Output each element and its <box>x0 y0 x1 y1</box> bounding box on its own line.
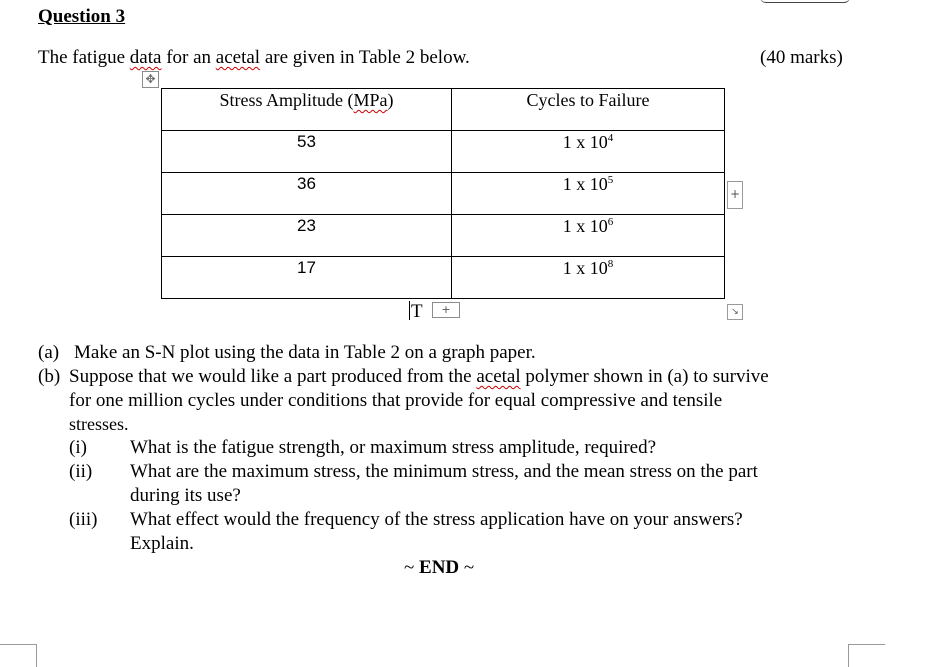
subpart-ii-line1: What are the maximum stress, the minimum stress, and the mean stress on the part <box>130 461 758 482</box>
table-resize-handle[interactable] <box>727 304 743 320</box>
part-b-line3: stresses. <box>69 414 129 434</box>
subpart-iii-line1: What effect would the frequency of the stress application have on your answers? <box>130 509 743 530</box>
page-corner-mark-left <box>0 644 37 667</box>
move-arrows-icon: ✥ <box>145 72 156 86</box>
resize-diagonal-icon: ↘ <box>731 307 739 317</box>
subpart-ii-label: (ii) <box>69 461 93 482</box>
word-acetal: acetal <box>476 366 521 387</box>
page-corner-mark-right <box>848 644 885 667</box>
caption-insert-button[interactable] <box>432 302 460 318</box>
part-b-line2: for one million cycles under conditions that provide for equal compressive and tensile <box>69 390 723 411</box>
plus-icon: + <box>441 303 451 316</box>
part-b-label: (b) <box>38 366 61 387</box>
subpart-iii-line2: Explain. <box>130 533 194 554</box>
table-move-handle[interactable] <box>142 71 159 88</box>
part-b-line1: Suppose that we would like a part produced from the acetal polymer shown in (a) to survive <box>69 366 769 387</box>
part-a-text: Make an S-N plot using the data in Table 2 on a graph paper. <box>74 342 536 363</box>
cycles-cell: 1 x $10^8$ <box>452 257 725 299</box>
stress-cell: 23 <box>162 215 452 257</box>
stress-cell: 36 <box>162 173 452 215</box>
subpart-i-text: What is the fatigue strength, or maximum stress amplitude, required? <box>130 437 657 458</box>
table-header-row <box>162 89 725 131</box>
table-row <box>162 257 725 299</box>
intro-before: The fatigue <box>38 47 130 68</box>
question-heading: Question 3 <box>38 6 126 27</box>
cycles-cell: 1 x $10^5$ <box>452 173 725 215</box>
stress-cell: 17 <box>162 257 452 299</box>
caption-start: T <box>411 301 423 322</box>
intro-middle: for an <box>161 47 216 68</box>
plus-icon: + <box>729 187 741 201</box>
text-cursor <box>409 301 410 320</box>
subpart-iii-label: (iii) <box>69 509 98 530</box>
add-row-button[interactable] <box>727 181 743 209</box>
intro-word-data: data <box>129 47 162 68</box>
page-corner-mark-top <box>760 0 850 3</box>
subpart-ii-line2: during its use? <box>130 485 241 506</box>
stress-cell: 53 <box>162 131 452 173</box>
end-marker: ~ END ~ <box>404 557 475 578</box>
intro-paragraph <box>38 47 470 69</box>
table-row <box>162 215 725 257</box>
cycles-cell: 1 x $10^4$ <box>452 131 725 173</box>
end-word: END <box>419 557 460 578</box>
table-row <box>162 173 725 215</box>
marks-label: (40 marks) <box>760 47 843 68</box>
header-cycles-to-failure: Cycles to Failure <box>452 89 725 131</box>
header-stress-amplitude: Stress Amplitude (MPa) <box>162 89 452 131</box>
subpart-i-label: (i) <box>69 437 87 458</box>
fatigue-data-table <box>161 88 725 299</box>
part-a-label: (a) <box>38 342 60 363</box>
header-unit-mpa: MPa <box>353 90 388 110</box>
table-row <box>162 131 725 173</box>
intro-word-acetal: acetal <box>215 47 261 68</box>
intro-after: are given in Table 2 below. <box>260 47 470 68</box>
cycles-cell: 1 x $10^6$ <box>452 215 725 257</box>
